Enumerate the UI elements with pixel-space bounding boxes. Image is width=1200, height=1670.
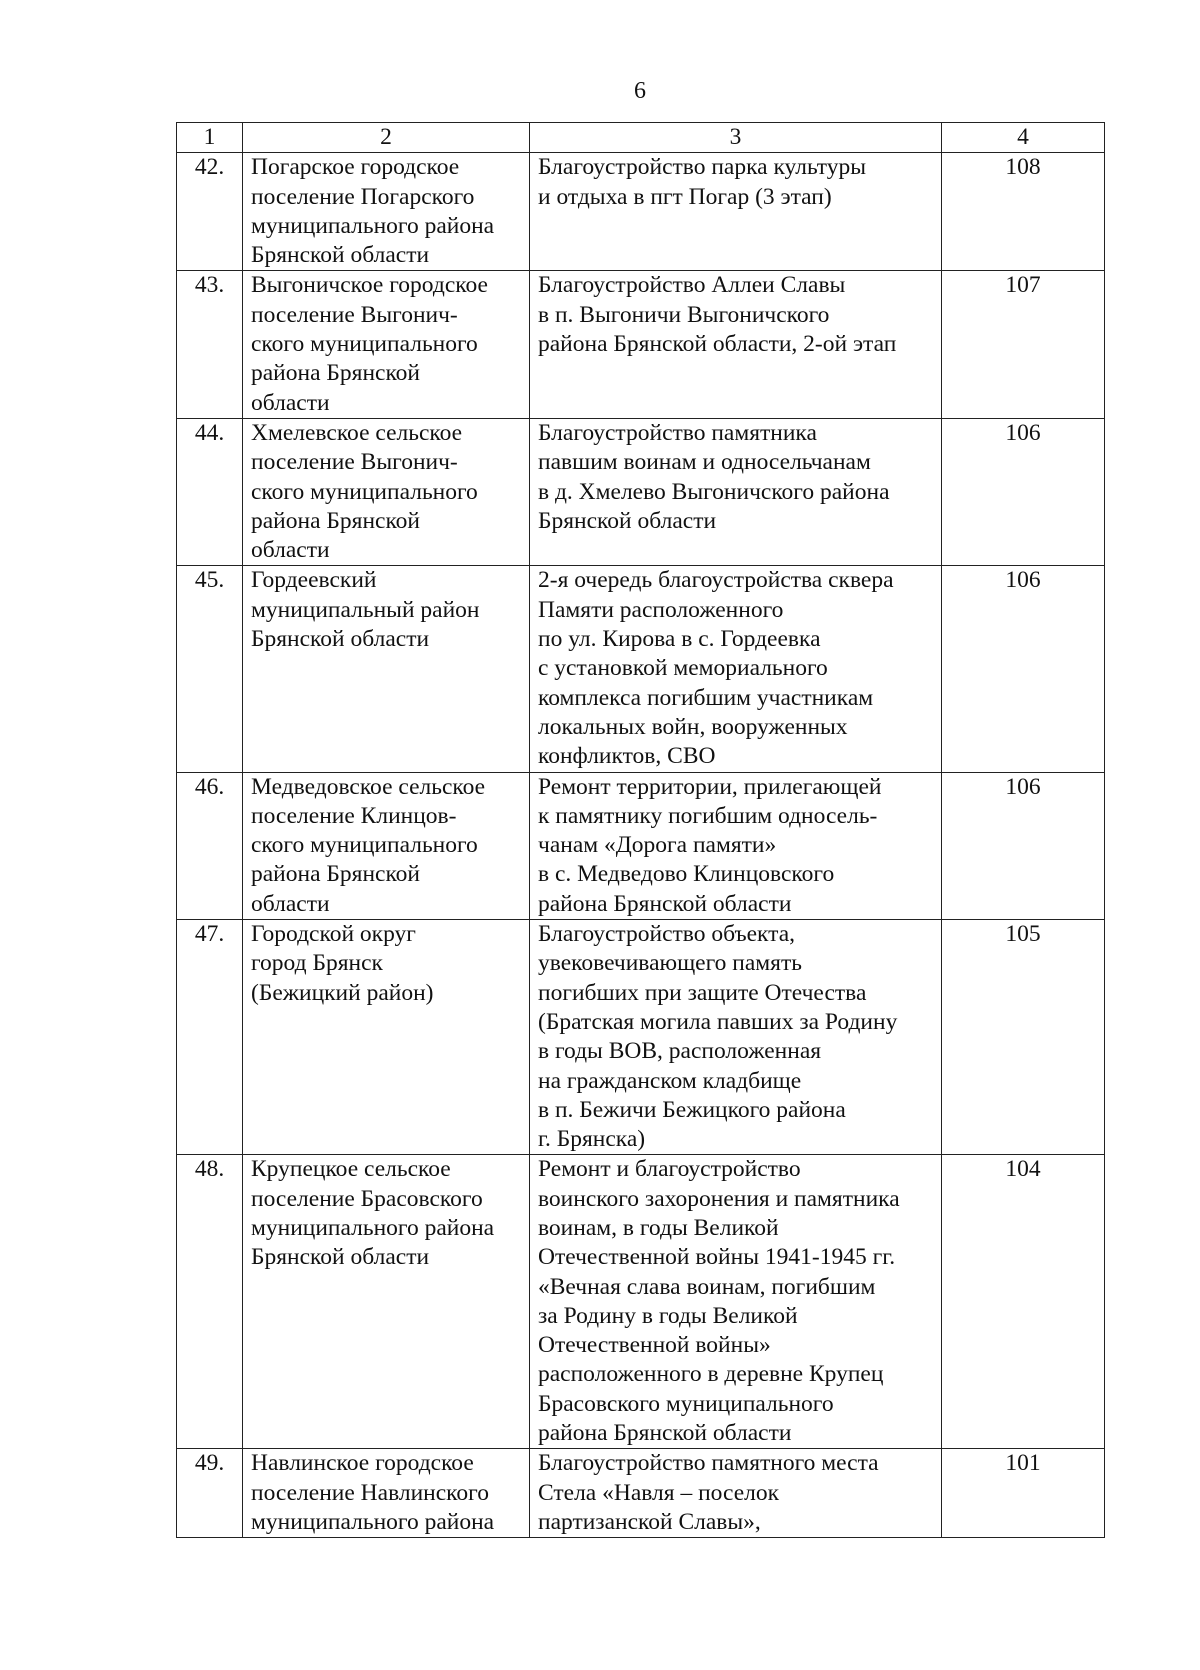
project-cell xyxy=(530,566,942,772)
table-row xyxy=(177,418,1105,565)
score-value: 105 xyxy=(1005,921,1041,948)
project-cell xyxy=(530,271,942,418)
score-value: 101 xyxy=(1005,1450,1041,1477)
municipality-line: Медведовское сельское xyxy=(251,773,486,800)
municipality-line: области xyxy=(251,890,330,917)
table-row xyxy=(177,1449,1105,1538)
municipality-line: город Брянск xyxy=(251,950,383,977)
project-line: Благоустройство памятного места xyxy=(538,1450,879,1477)
score-cell xyxy=(942,418,1105,565)
municipality-cell xyxy=(243,1449,530,1538)
municipality-line: муниципальный район xyxy=(251,596,480,623)
row-number: 48. xyxy=(194,1156,225,1183)
project-line: воинского захоронения и памятника xyxy=(538,1185,900,1212)
municipality-line: ского муниципального xyxy=(251,331,478,358)
project-line: Брянской области xyxy=(538,507,717,534)
municipality-line: области xyxy=(251,537,330,564)
row-number: 49. xyxy=(194,1450,225,1477)
allocation-table xyxy=(176,122,1105,1538)
score-cell xyxy=(942,1449,1105,1538)
project-cell xyxy=(530,153,942,271)
project-line: района Брянской области, 2-ой этап xyxy=(538,331,897,358)
row-number: 46. xyxy=(194,773,225,800)
project-line: по ул. Кирова в с. Гордеевка xyxy=(538,626,821,653)
score-cell xyxy=(942,772,1105,919)
row-number: 45. xyxy=(194,567,225,594)
score-value: 107 xyxy=(1005,272,1041,299)
row-number: 47. xyxy=(194,921,225,948)
municipality-cell xyxy=(243,418,530,565)
row-number-cell xyxy=(177,1155,243,1449)
project-line: Отечественной войны» xyxy=(538,1332,771,1359)
header-col-2 xyxy=(243,123,530,153)
project-line: воинам, в годы Великой xyxy=(538,1214,779,1241)
municipality-cell xyxy=(243,153,530,271)
municipality-line: Брянской области xyxy=(251,1244,430,1271)
row-number: 42. xyxy=(194,154,225,181)
project-cell xyxy=(530,1155,942,1449)
project-cell xyxy=(530,418,942,565)
table-row xyxy=(177,271,1105,418)
municipality-line: района Брянской xyxy=(251,861,420,888)
project-line: «Вечная слава воинам, погибшим xyxy=(538,1273,876,1300)
project-line: Благоустройство объекта, xyxy=(538,921,795,948)
municipality-line: Брянской области xyxy=(251,242,430,269)
row-number-cell xyxy=(177,772,243,919)
municipality-line: области xyxy=(251,389,330,416)
municipality-cell xyxy=(243,1155,530,1449)
table-row xyxy=(177,566,1105,772)
project-line: за Родину в годы Великой xyxy=(538,1302,798,1329)
municipality-line: ского муниципального xyxy=(251,478,478,505)
table-header-row xyxy=(177,123,1105,153)
score-value: 106 xyxy=(1005,773,1041,800)
score-cell xyxy=(942,566,1105,772)
score-value: 108 xyxy=(1005,154,1041,181)
score-value: 106 xyxy=(1005,419,1041,446)
table-body xyxy=(177,123,1105,1538)
municipality-line: Навлинское городское xyxy=(251,1450,474,1477)
municipality-line: поселение Выгонич- xyxy=(251,449,458,476)
project-line: Отечественной войны 1941-1945 гг. xyxy=(538,1244,896,1271)
project-line: района Брянской области xyxy=(538,890,792,917)
project-line: увековечивающего память xyxy=(538,950,802,977)
table-row xyxy=(177,920,1105,1155)
project-line: Благоустройство парка культуры xyxy=(538,154,867,181)
municipality-cell xyxy=(243,920,530,1155)
row-number-cell xyxy=(177,566,243,772)
project-line: комплекса погибшим участникам xyxy=(538,684,874,711)
project-cell xyxy=(530,772,942,919)
score-cell xyxy=(942,1155,1105,1449)
municipality-line: муниципального района xyxy=(251,1508,495,1535)
score-value: 106 xyxy=(1005,567,1041,594)
project-line: расположенного в деревне Крупец xyxy=(538,1361,884,1388)
row-number-cell xyxy=(177,418,243,565)
municipality-line: поселение Погарского xyxy=(251,183,475,210)
project-line: к памятнику погибшим односель- xyxy=(538,802,878,829)
project-line: павшим воинам и односельчанам xyxy=(538,449,871,476)
header-col-3-label: 3 xyxy=(729,124,742,150)
project-line: и отдыха в пгт Погар (3 этап) xyxy=(538,183,832,210)
project-line: Стела «Навля – поселок xyxy=(538,1479,780,1506)
header-col-3 xyxy=(530,123,942,153)
project-line: Брасовского муниципального xyxy=(538,1390,834,1417)
row-number-cell xyxy=(177,1449,243,1538)
municipality-cell xyxy=(243,271,530,418)
municipality-line: Хмелевское сельское xyxy=(251,419,463,446)
municipality-line: поселение Клинцов- xyxy=(251,802,457,829)
table-row xyxy=(177,1155,1105,1449)
project-line: в с. Медведово Клинцовского xyxy=(538,861,835,888)
score-value: 104 xyxy=(1005,1156,1041,1183)
municipality-line: Гордеевский xyxy=(251,567,377,594)
row-number: 43. xyxy=(194,272,225,299)
municipality-line: поселение Брасовского xyxy=(251,1185,483,1212)
project-line: 2-я очередь благоустройства сквера xyxy=(538,567,894,594)
project-line: Благоустройство памятника xyxy=(538,419,817,446)
municipality-line: Городской округ xyxy=(251,921,416,948)
project-cell xyxy=(530,920,942,1155)
municipality-line: ского муниципального xyxy=(251,832,478,859)
municipality-line: поселение Выгонич- xyxy=(251,301,458,328)
project-line: на гражданском кладбище xyxy=(538,1067,802,1094)
project-line: с установкой мемориального xyxy=(538,655,828,682)
project-line: района Брянской области xyxy=(538,1420,792,1447)
row-number: 44. xyxy=(194,419,225,446)
project-line: конфликтов, СВО xyxy=(538,743,716,770)
row-number-cell xyxy=(177,271,243,418)
municipality-cell xyxy=(243,566,530,772)
project-line: в п. Бежичи Бежицкого района xyxy=(538,1096,846,1123)
header-col-1-label: 1 xyxy=(203,124,216,150)
municipality-line: Выгоничское городское xyxy=(251,272,488,299)
project-line: в п. Выгоничи Выгоничского xyxy=(538,301,830,328)
municipality-line: (Бежицкий район) xyxy=(251,979,434,1006)
project-line: погибших при защите Отечества xyxy=(538,979,867,1006)
municipality-line: поселение Навлинского xyxy=(251,1479,489,1506)
municipality-line: Крупецкое сельское xyxy=(251,1156,451,1183)
project-line: (Братская могила павших за Родину xyxy=(538,1008,898,1035)
score-cell xyxy=(942,271,1105,418)
project-line: в годы ВОВ, расположенная xyxy=(538,1038,822,1065)
header-col-2-label: 2 xyxy=(380,124,392,150)
table-row xyxy=(177,153,1105,271)
project-cell xyxy=(530,1449,942,1538)
municipality-line: муниципального района xyxy=(251,212,495,239)
page-number: 6 xyxy=(634,78,646,104)
row-number-cell xyxy=(177,153,243,271)
header-col-4-label: 4 xyxy=(1017,124,1029,150)
row-number-cell xyxy=(177,920,243,1155)
municipality-line: района Брянской xyxy=(251,360,420,387)
project-line: г. Брянска) xyxy=(538,1126,646,1153)
project-line: чанам «Дорога памяти» xyxy=(538,832,777,859)
municipality-line: Брянской области xyxy=(251,626,430,653)
project-line: в д. Хмелево Выгоничского района xyxy=(538,478,890,505)
project-line: Ремонт и благоустройство xyxy=(538,1156,801,1183)
municipality-line: Погарское городское xyxy=(251,154,460,181)
project-line: локальных войн, вооруженных xyxy=(538,713,848,740)
municipality-line: района Брянской xyxy=(251,507,420,534)
header-col-4 xyxy=(942,123,1105,153)
municipality-cell xyxy=(243,772,530,919)
project-line: Памяти расположенного xyxy=(538,596,784,623)
municipality-line: муниципального района xyxy=(251,1214,495,1241)
project-line: Ремонт территории, прилегающей xyxy=(538,773,882,800)
table-row xyxy=(177,772,1105,919)
score-cell xyxy=(942,153,1105,271)
project-line: партизанской Славы», xyxy=(538,1508,761,1535)
project-line: Благоустройство Аллеи Славы xyxy=(538,272,846,299)
score-cell xyxy=(942,920,1105,1155)
header-col-1 xyxy=(177,123,243,153)
